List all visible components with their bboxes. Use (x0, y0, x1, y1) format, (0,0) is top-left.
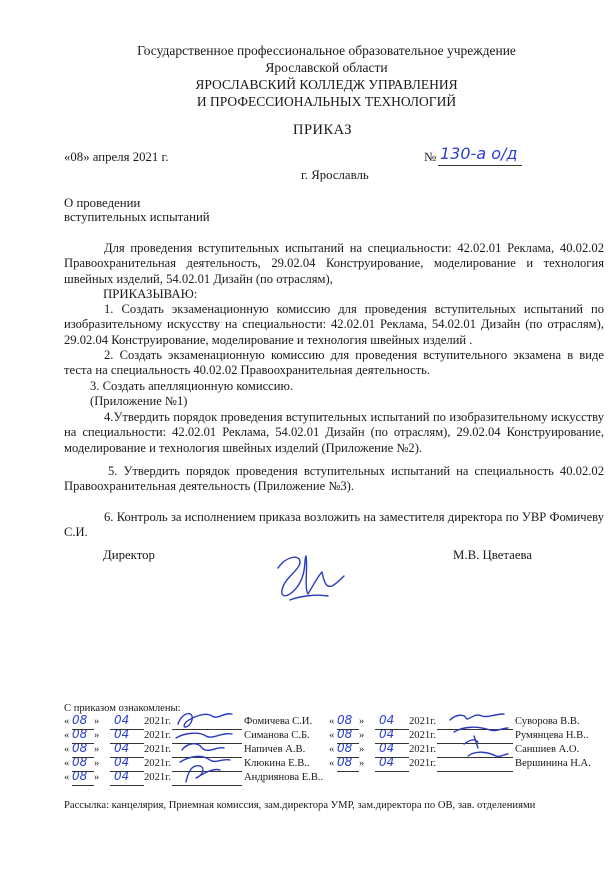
ack-month: 04 (114, 727, 130, 741)
ack-name: Клюкина Е.В.. (244, 758, 310, 769)
ack-year: 2021г. (144, 716, 171, 727)
underline (437, 771, 513, 772)
ack-day: 08 (337, 727, 353, 741)
institution-line-3: ЯРОСЛАВСКИЙ КОЛЛЕДЖ УПРАВЛЕНИЯ (195, 77, 458, 92)
ack-row: « 08 » 04 2021г. Саншиев А.О. (329, 741, 580, 755)
director-name: М.В. Цветаева (453, 548, 533, 562)
number-underline (438, 165, 522, 166)
underline (375, 771, 409, 772)
order-item-3-note: (Приложение №1) (90, 394, 188, 408)
ack-row: « 08 » 04 2021г. Вершинина Н.А. (329, 755, 591, 769)
order-item-5: 5. Утвердить порядок проведения вступительных испытаний на специальность 40.02.02 Правоохранительная деятельность (Приложение №3). (64, 464, 604, 494)
order-date: «08» апреля 2021 г. (64, 150, 169, 164)
order-item-1: 1. Создать экзаменационную комиссию для проведения вступительных испытаний по изобразительному искусству на специальности: 42.02.01 Реклама, 54.02.01 Дизайн (по отраслям), 29.02.04 Конструирование, моделирование и технология швейных изделий . (64, 302, 604, 347)
ack-day: 08 (72, 727, 88, 741)
ack-row: « 08 » 04 2021г. Андриянова Е.В.. (64, 769, 324, 783)
underline (72, 743, 94, 744)
ack-name: Симанова С.Б. (244, 730, 310, 741)
order-item-3: 3. Создать апелляционную комиссию. (90, 379, 294, 393)
order-city: г. Ярославль (301, 168, 369, 182)
order-word: ПРИКАЗЫВАЮ: (103, 287, 198, 301)
ack-day: 08 (72, 769, 88, 783)
document-title: ПРИКАЗ (292, 122, 353, 138)
underline (375, 757, 409, 758)
institution-line-2: Ярославской области (265, 60, 388, 75)
ack-year: 2021г. (409, 744, 436, 755)
ack-month: 04 (379, 727, 395, 741)
ack-year: 2021г. (144, 758, 171, 769)
underline (337, 743, 359, 744)
underline (337, 729, 359, 730)
ack-day: 08 (72, 741, 88, 755)
ack-name: Андриянова Е.В.. (244, 772, 324, 783)
ack-month: 04 (114, 713, 130, 727)
ack-signatures-left (172, 702, 246, 786)
ack-year: 2021г. (409, 730, 436, 741)
order-item-2: 2. Создать экзаменационную комиссию для проведения вступительного экзамена в виде теста на специальность 40.02.02 Правоохранительная деятельность. (64, 348, 604, 378)
underline (72, 785, 94, 786)
intro-paragraph: Для проведения вступительных испытаний на специальности: 42.02.01 Реклама, 40.02.02 Правоохранительная деятельность, 29.02.04 Конструирование, моделирование и технология швейных изделий, 54.02.01 Дизайн (по отраслям), (64, 241, 604, 286)
underline (72, 771, 94, 772)
underline (110, 771, 144, 772)
ack-signatures-right (444, 706, 514, 762)
director-position: Директор (103, 548, 155, 562)
ack-row: « 08 » 04 2021г. Напичев А.В. (64, 741, 306, 755)
ack-year: 2021г. (144, 744, 171, 755)
order-number-prefix: № (424, 150, 437, 164)
ack-day: 08 (337, 755, 353, 769)
ack-year: 2021г. (144, 730, 171, 741)
ack-row: « 08 » 04 2021г. Фомичева С.И. (64, 713, 313, 727)
ack-month: 04 (379, 713, 395, 727)
underline (72, 757, 94, 758)
underline (72, 729, 94, 730)
underline (337, 771, 359, 772)
ack-name: Напичев А.В. (244, 744, 306, 755)
institution-line-1: Государственное профессиональное образовательное учреждение (137, 43, 516, 58)
underline (375, 743, 409, 744)
underline (110, 743, 144, 744)
director-signature (270, 538, 350, 608)
ack-year: 2021г. (144, 772, 171, 783)
ack-year: 2021г. (409, 716, 436, 727)
ack-row: « 08 » 04 2021г. Клюкина Е.В.. (64, 755, 310, 769)
ack-month: 04 (379, 755, 395, 769)
ack-heading: С приказом ознакомлены: (64, 703, 181, 714)
ack-name: Суворова В.В. (515, 716, 580, 727)
ack-month: 04 (114, 741, 130, 755)
ack-month: 04 (114, 755, 130, 769)
ack-row: « 08 » 04 2021г. Суворова В.В. (329, 713, 580, 727)
underline (375, 729, 409, 730)
order-number-handwritten: 130-а о/д (440, 144, 518, 163)
underline (110, 729, 144, 730)
ack-row: « 08 » 04 2021г. Румянцева Н.В.. (329, 727, 589, 741)
underline (337, 757, 359, 758)
ack-day: 08 (72, 755, 88, 769)
ack-name: Вершинина Н.А. (515, 758, 591, 769)
underline (110, 757, 144, 758)
ack-day: 08 (337, 713, 353, 727)
subject-line-1: О проведении (64, 196, 141, 210)
ack-name: Фомичева С.И. (244, 716, 313, 727)
ack-day: 08 (72, 713, 88, 727)
ack-name: Румянцева Н.В.. (515, 730, 589, 741)
ack-month: 04 (379, 741, 395, 755)
order-item-6: 6. Контроль за исполнением приказа возложить на заместителя директора по УВР Фомичеву С.И. (64, 510, 604, 540)
ack-row: « 08 » 04 2021г. Симанова С.Б. (64, 727, 310, 741)
ack-name: Саншиев А.О. (515, 744, 580, 755)
subject-line-2: вступительных испытаний (64, 210, 210, 224)
ack-year: 2021г. (409, 758, 436, 769)
order-item-4: 4.Утвердить порядок проведения вступительных испытаний по изобразительному искусству на специальности: 42.02.01 Реклама, 54.02.01 Дизайн (по отраслям), 29.02.04 Конструирование, моделирование и технология швейных изделий (Приложение №2). (64, 410, 604, 455)
institution-line-4: И ПРОФЕССИОНАЛЬНЫХ ТЕХНОЛОГИЙ (196, 94, 457, 109)
underline (110, 785, 144, 786)
ack-day: 08 (337, 741, 353, 755)
ack-month: 04 (114, 769, 130, 783)
distribution-list: Рассылка: канцелярия, Приемная комиссия, зам.директора УМР, зам.директора по ОВ, зав. отделениями (64, 800, 536, 811)
